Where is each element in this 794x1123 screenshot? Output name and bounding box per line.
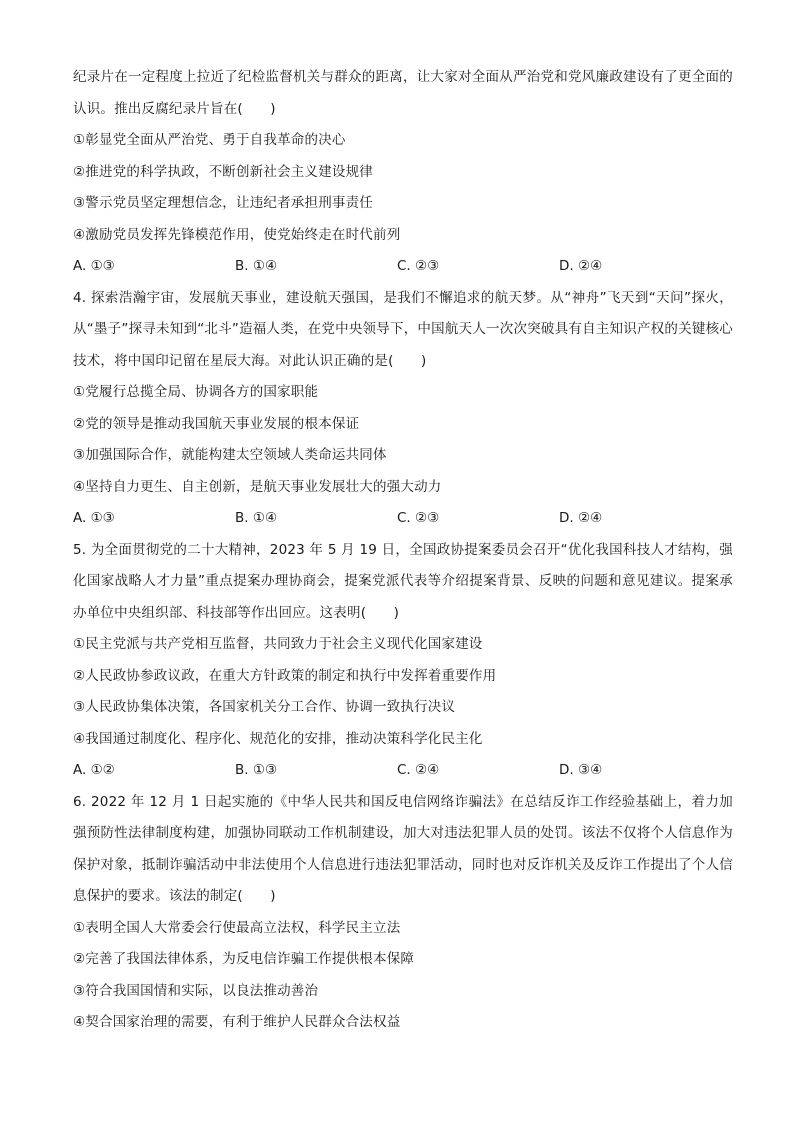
choice-c: C. ②③ (397, 258, 440, 274)
answer-choices (73, 251, 733, 283)
question-6 (73, 787, 733, 1039)
option-1: ①民主党派与共产党相互监督，共同致力于社会主义现代化国家建设 (73, 636, 483, 652)
option-1: ①党履行总揽全局、协调各方的国家职能 (73, 384, 319, 400)
option-4: ④我国通过制度化、程序化、规范化的安排，推动决策科学化民主化 (73, 730, 483, 747)
option-3: ③加强国际合作，就能构建太空领域人类命运共同体 (73, 447, 387, 463)
option-2: ②推进党的科学执政，不断创新社会主义建设规律 (73, 163, 374, 180)
choice-d: D. ③④ (559, 762, 603, 778)
choice-b: B. ①④ (235, 258, 278, 274)
choice-c: C. ②④ (397, 762, 440, 778)
choice-d: D. ②④ (559, 258, 603, 274)
option-4: ④激励党员发挥先锋模范作用，使党始终走在时代前列 (73, 226, 401, 243)
choice-b: B. ①③ (235, 762, 278, 778)
option-2: ②人民政协参政议政，在重大方针政策的制定和执行中发挥着重要作用 (73, 667, 497, 684)
option-2: ②党的领导是推动我国航天事业发展的根本保证 (73, 415, 360, 432)
choice-c: C. ②③ (397, 510, 440, 526)
choice-a: A. ①③ (73, 510, 115, 526)
option-1: ①彰显党全面从严治党、勇于自我革命的决心 (73, 132, 346, 148)
option-2: ②完善了我国法律体系，为反电信诈骗工作提供根本保障 (73, 951, 415, 967)
question-4 (73, 283, 733, 535)
question-stem: 5. 为全面贯彻党的二十大精神，2023 年 5 月 19 日，全国政协提案委员会召开“优化我国科技人才结构，强化国家战略人才力量”重点提案办理协商会，提案党派代表等介绍提案背景、反映的问题和意见建议。提案承办单位中央组织部、科技部等作出回应。这表明( ) (73, 541, 733, 621)
question-stem: 6. 2022 年 12 月 1 日起实施的《中华人民共和国反电信网络诈骗法》在总结反诈工作经验基础上，着力加强预防性法律制度构建，加强协同联动工作机制建设，加大对违法犯罪人员的处罚。该法不仅将个人信息作为保护对象，抵制诈骗活动中非法使用个人信息进行违法犯罪活动，同时也对反诈机关及反诈工作提出了个人信息保护的要求。该法的制定( ) (73, 793, 733, 904)
choice-a: A. ①③ (73, 258, 115, 274)
question-stem: 纪录片在一定程度上拉近了纪检监督机关与群众的距离，让大家对全面从严治党和党风廉政建设有了更全面的认识。推出反腐纪录片旨在( ) (73, 69, 733, 117)
question-stem: 4. 探索浩瀚宇宙，发展航天事业，建设航天强国，是我们不懈追求的航天梦。从“神舟”飞天到“天问”探火，从“墨子”探寻未知到“北斗”造福人类，在党中央领导下，中国航天人一次次突破具有自主知识产权的关键核心技术，将中国印记留在星辰大海。对此认识正确的是( ) (73, 289, 733, 369)
option-3: ③符合我国国情和实际，以良法推动善治 (73, 982, 319, 999)
option-3: ③警示党员坚定理想信念，让违纪者承担刑事责任 (73, 195, 374, 211)
answer-choices (73, 503, 733, 535)
question-3 (73, 62, 733, 283)
choice-d: D. ②④ (559, 510, 603, 526)
choice-b: B. ①④ (235, 510, 278, 526)
option-4: ④坚持自力更生、自主创新，是航天事业发展壮大的强大动力 (73, 478, 442, 495)
answer-choices (73, 755, 733, 787)
question-5 (73, 535, 733, 787)
option-3: ③人民政协集体决策，各国家机关分工合作、协调一致执行决议 (73, 699, 456, 715)
option-4: ④契合国家治理的需要，有利于维护人民群众合法权益 (73, 1014, 401, 1030)
choice-a: A. ①② (73, 762, 115, 778)
exam-page (73, 62, 733, 1039)
option-1: ①表明全国人大常委会行使最高立法权，科学民主立法 (73, 919, 401, 936)
